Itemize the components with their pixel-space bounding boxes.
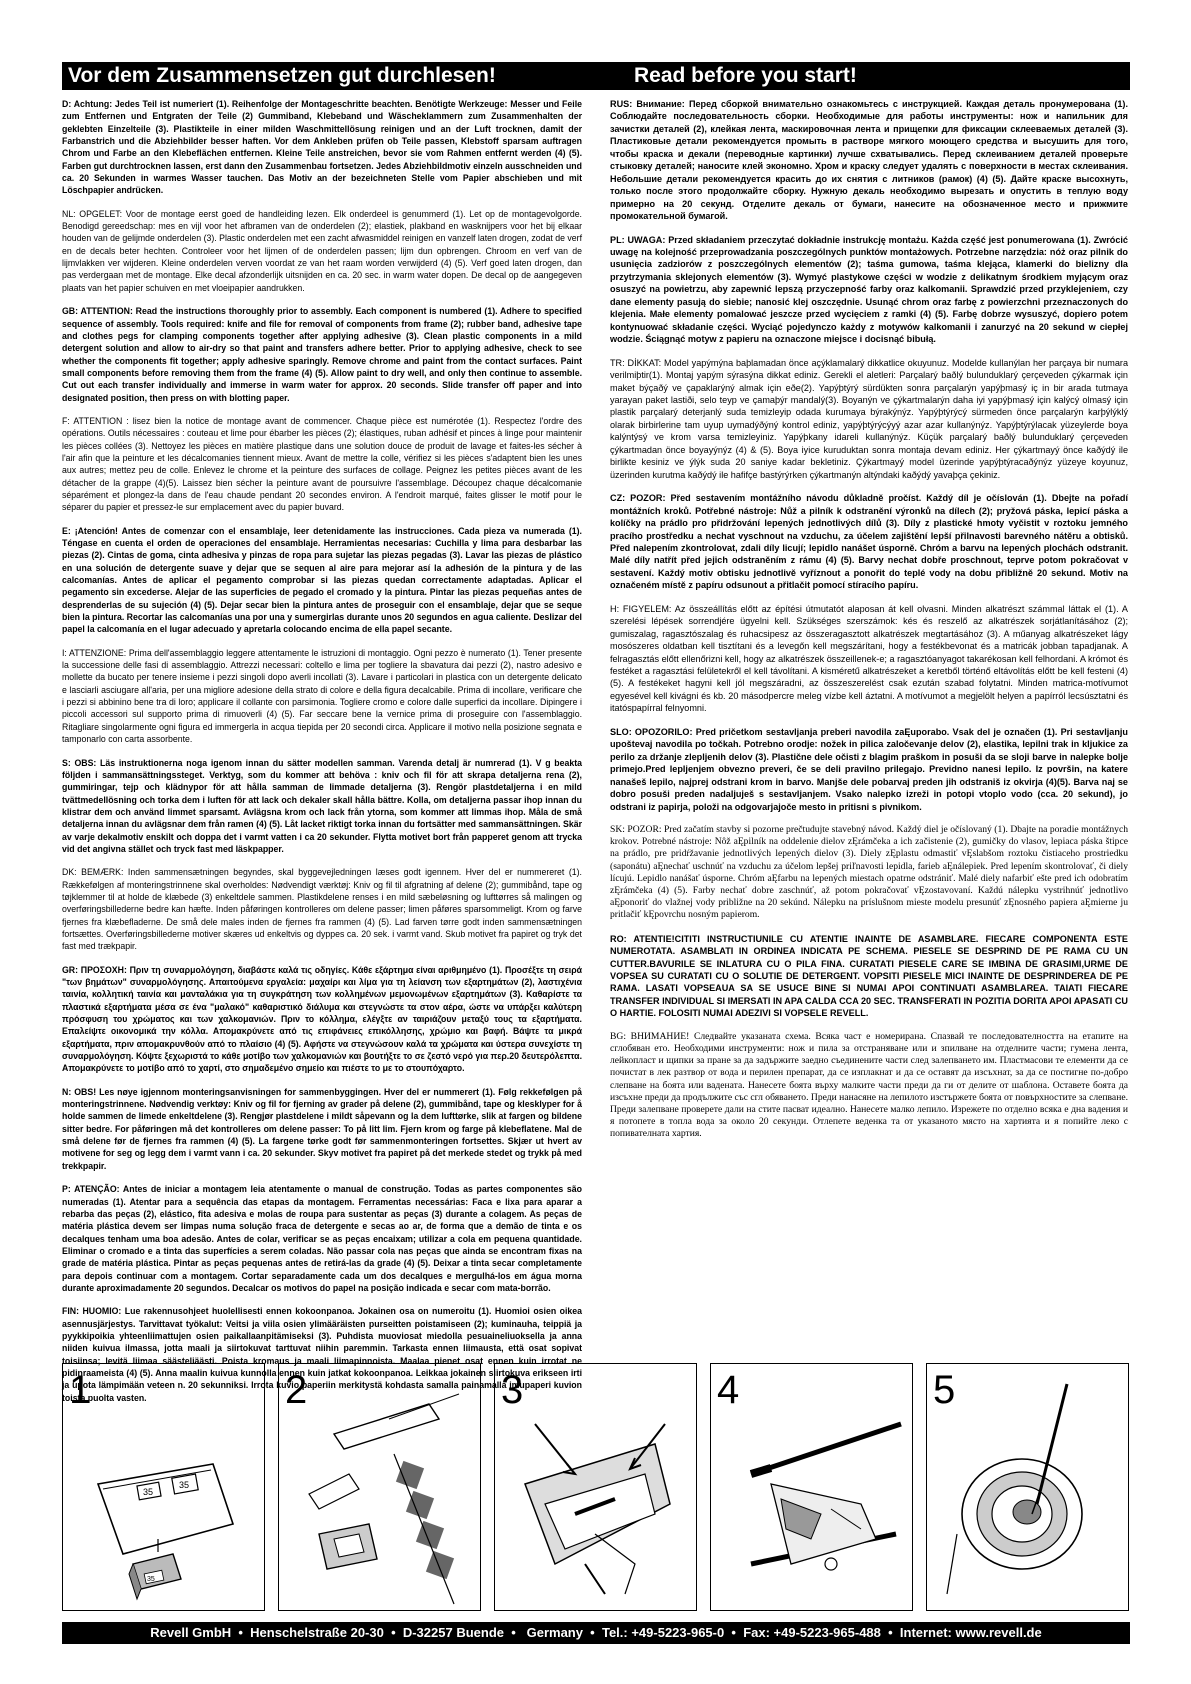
header-title-german: Vor dem Zusammensetzen gut durchlesen!: [68, 64, 496, 87]
instruction-paragraph: SLO: OPOZORILO: Pred pričetkom sestavljanja preberi navodila zaĘuporabo. Vsak del je označen (1). Pri sestavljanju upoštevaj navodila po točkah. Potrebno orodje: nožek in pilica zaločevanje delov (2), elastika, lepilni trak in kljukice za perilo za držanje zlepljenih delov (3). Plastične dele očisti z blagim praškom in posuši da se sloji barve in nalepke bolje primejo.Pred lepljenjem obvezno preveri, če se deli pravilno prilegajo. Previdno nanesi lepilo. Iz površin, na katere nanašeš lepilo, najprej odstrani krom in barvo. Manjše dele pobarvaj preden jih odstraniš iz okvirja (4)(5). Barva naj se dobro posuši preden nadaljuješ s sestavljanjem. Vsako nalepko izreži in potopi vtoplo vodo (cca. 20 sekund), jo odstrani iz papirja, položi na odgovarjajoče mesto in pritisni s pivnikom.: [610, 726, 1128, 812]
instruction-paragraph: S: OBS: Läs instruktionerna noga igenom innan du sätter modellen samman. Varenda detalj är numrerad (1). V g beakta följden i sammansättningssteget. Verktyg, som du kommer att behöva : kniv och fil för att skrapa detaljerna rena (2), gummiringar, tejp och klädnypor för att hålla samman de limmade detaljerna (3). Rengör plastdetaljerna i en mild tvättmedellösning och torka dem i luften för att lack och dekaler skall hålla bättre. Kolla, om detaljerna passar ihop innan du klistrar dem och använd limmet sparsamt. Avlägsna krom och lack från ytorna, som kommer att limmas ihop. Måla de små detaljerna innan du avlägsnar dem från ramen (4) (5). Låt lacket riktigt torka innan du fortsätter med sammansättningen. Skär av varje dekalmotiv enskilt och doppa det i varmt vatten i ca 20 sekunder. Flytta motivet bort från papperet genom att trycka vid det angivna stället och tryck fast med läskpapper.: [62, 757, 582, 854]
instruction-paragraph: TR: DİKKAT: Model yapýmýna baþlamadan önce açýklamalarý dikkatlice okuyunuz. Modelde kullanýlan her parçaya bir numara verilmiþtir(1). Montaj yapým sýrasýna dikkat ediniz. Gerekli el aletleri: Parçalarý baðlý bulunduklarý çerçeveden çýkarmak için maket býçaðý ve çapaklarýný almak için eðe(2). Yapýþtýrý sürdükten sonra parçalarýn yapýþmasý iç in bir arada tutmaya yarayan paket lastiði, selo teyp ve çamaþýr mandalý(3). Boyanýn ve çýkartmalarýn daha iyi yapýþmasý için kalýcý olmasý için plastik parçalarý deterjanlý suda temizleyip odada kurumaya býrakýnýz. Yapýþtýrýcý sürmeden önce parçalarýn karþýlýklý olarak birbirlerine tam uyup uymadýðýný kontrol ediniz, yapýþtýrýcýyý azar azar kullanýnýz. Yapýþtýrýlacak yüzeylerde boya kalýntýsý ve krom varsa temizleyiniz. Yapýþkany idareli kullanýnýz. Küçük parçalarý baðlý bulunduklarý çerçeveden çýkartmadan önce boyayýnýz (4) & (5). Boya iyice kuruduktan sonra montaja devam ediniz. Her çýkartmayý önce kaðýdý ile birlikte kesiniz ve ýlýk suda 20 saniye kadar bekletiniz. Çýkartmayý model üzerinde yapýþtýracaðýnýz yüzeye koyunuz, üzerinden kurutma kaðýdý ile hafifçe bastýrýrken çýkartmanýn altýndaki kaðýdý yavaþça çekiniz.: [610, 357, 1128, 480]
company-contact-info: Revell GmbH • Henschelstraße 20-30 • D-32257 Buende • Germany • Tel.: +49-5223-965-0 • Fax: +49-5223-965-488 • Internet: www.revell.de: [150, 1625, 1042, 1640]
illustration-step-4: [710, 1363, 913, 1611]
decal-application-drawing: [927, 1364, 1129, 1611]
clamped-parts-drawing: [495, 1364, 697, 1611]
knife-file-drawing: [279, 1364, 481, 1611]
illustration-step-2: [278, 1363, 481, 1611]
instruction-paragraph: GB: ATTENTION: Read the instructions thoroughly prior to assembly. Each component is numbered (1). Adhere to specified sequence of assembly. Tools required: knife and file for removal of components from frame (2); rubber band, adhesive tape and clothes pegs for clamping components together after applying adhesive (3). Clean plastic components in a mild detergent solution and allow to air-dry so that paint and transfers adhere better. Prior to applying adhesive, check to see whether the components fit together; apply adhesive sparingly. Remove chrome and paint from the contact surfaces. Paint small components before removing them from the frame (4) (5). Allow paint to dry well, and only then continue to assemble. Cut out each transfer individually and immerse in warm water for approx. 20 seconds. Slide transfer off paper and into designated position, then press on with blotting paper.: [62, 306, 582, 403]
left-column-instructions: [62, 98, 582, 1415]
assembly-illustrations: [62, 1363, 1130, 1613]
header-title-english: Read before you start!: [634, 64, 857, 87]
instruction-paragraph: NL: OPGELET: Voor de montage eerst goed de handleiding lezen. Elk onderdeel is genummerd (1). Let op de montagevolgorde. Benodigd gereedschap: mes en vijl voor het afbramen van de onderdelen (2); elastiek, plakband en wasknijpers voor het bij elkaar houden van de gelijmde onderdelen (3). Plastic onderdelen met een zacht afwasmiddel reinigen en vanzelf laten drogen, zodat de verf en de decals beter hechten. Controleer voor het lijmen of de onderdelen passen; lijm dun opbrengen. Chroom en verf van de lijmvlakken ver wijderen. Kleine onderdelen verven voordat ze van het raam worden verwijderd (4) (5). Verf goed laten drogen, dan pas verdergaan met de montage. Elke decal afzonderlijk uitsnijden en ca. 20 sec. in warm water dopen. De decal op de aangegeven plaats van het papier schuiven en met vloeipapier aandrukken.: [62, 208, 582, 293]
step-number: 3: [501, 1368, 524, 1412]
part-number-label: 35: [147, 1576, 155, 1583]
instruction-paragraph: D: Achtung: Jedes Teil ist numeriert (1). Reihenfolge der Montageschritte beachten. Benötigte Werkzeuge: Messer und Feile zum Entfernen und Entgraten der Teile (2) Gummiband, Klebeband und Wäscheklammern zum Zusammenhalten der geklebten Einzelteile (3). Plastikteile in einer milden Waschmittellösung reinigen und an der Luft trocknen, damit der Farbanstrich und die Abziehbilder besser haften. Vor dem Ankleben prüfen ob Teile passen, Klebstoff sparsam auftragen Chrom und Farbe an den Klebeflächen entfernen. Kleine Teile anstreichen, bevor sie vom Rahmen entfernt werden (4) (5). Farben gut durchtrocknen lassen, erst dann den Zusammenbau fortsetzen. Jedes Abziehbildmotiv einzeln ausschneiden und ca. 20 Sekunden in warmes Wasser tauchen. Das Motiv an der bezeichneten Stelle vom Papier abschieben und mit Löschpapier andrücken.: [62, 99, 582, 196]
step-number: 1: [69, 1368, 92, 1412]
header-bar: [62, 62, 1130, 90]
instruction-paragraph: I: ATTENZIONE: Prima dell'assemblaggio leggere attentamente le istruzioni di montaggio. Ogni pezzo è numerato (1). Tener presente la successione delle fasi di assemblaggio. Attrezzi necessari: coltello e lima per togliere la sbavatura dai pezzi (2), nastro adesivo e mollette da bucato per tenere insieme i pezzi singoli dopo averli incollati (3). Lavare i particolari in plastica con un detergente delicato e lasciarli asciugare all'aria, per una migliore adesione della strato di colore e della figura decalcabile. Prima di incollare, verificare che i pezzi si abbinino bene tra di loro; applicare il collante con parsimonia. Togliere cromo e colore dalle superfici da incollare. Dipingere i piccoli accessori sul supporto prima di rimuoverli (4) (5). Far seccare bene la vernice prima di proseguire con l'assemblaggio. Ritagliare singolarmente ogni figura ed immergerla in acqua tiepida per 20 secondi circa. Applicare il motivo nella posizione segnata e tamponarlo con carta assorbente.: [62, 647, 582, 745]
instruction-paragraph: P: ATENÇÃO: Antes de iniciar a montagem leia atentamente o manual de construção. Todas as partes componentes são numeradas (1). Atentar para a sequência das etapas da montagem. Ferramentas necessárias: Faca e lixa para aparar a rebarba das peças (2), elástico, fita adesiva e molas de roupa para sustentar as peças (3) durante a colagem. As peças de matéria plástica devem ser limpas numa solução fraca de detergente e secas ao ar, de forma que a demão de tinta e os decalques tenham uma boa adesão. Antes de colar, verificar se as peças encaixam; utilizar a cola em pequena quantidade. Eliminar o cromado e a tinta das superfícies a serem coladas. Não passar cola nas peças que ainda se encontram fixas na grade de matéria plástica. Pintar as peças pequenas antes de retirá-las da grade (4) (5). Deixar a tinta secar completamente para depois continuar com a montagem. Cortar separadamente cada um dos decalques e mergulhá-los em água morna durante aproximadamente 20 segundos. Decalcar os motivos do papel na posição indicada e secar com mata-borrão.: [62, 1184, 582, 1293]
step-number: 4: [717, 1368, 740, 1412]
footer-bar: [62, 1622, 1130, 1644]
instruction-paragraph: H: FIGYELEM: Az összeállítás előtt az építési útmutatót alaposan át kell olvasni. Minden alkatrészt számmal láttak el (1). A szerelési lépések sorrendjére ügyelni kell. Szükséges szerszámok: kés és reszelő az alkatrészek sorjátlanításához (2); gumiszalag, ragasztószalag és ruhacsipesz az összeragasztott alkatrészek megtartásához (3). A műanyag alkatrészeket lágy mosószeres oldatban kell tisztítani és a levegőn kell megszárítani, hogy a festékbevonat és a matricák jobban tapadjanak. A felragasztás előtt ellenőrizni kell, hogy az alkatrészek összeillenek-e; a ragasztóanyagot takarékosan kell felhordani. A krómot és festéket a ragasztási felületekről el kell távolítani. A kisméretű alkatrészeket a keretből történő eltávolítás előtt be kell festeni (4) (5). A festékeket hagyni kell jól megszáradni, az összeszerelést csak ezután szabad folytatni. Minden matrica-motívumot egyesével kell kivágni és kb. 20 másodpercre meleg vízbe kell áztatni. A motívumot a megjelölt helyen a papírról lecsúsztatni és itatóspapírral felnyomni.: [610, 603, 1128, 714]
instruction-paragraph: FIN: HUOMIO: Lue rakennusohjeet huolellisesti ennen kokoonpanoa. Jokainen osa on numeroitu (1). Huomioi osien oikea asennusjärjestys. Tarvittavat työkalut: Veitsi ja viila osien ylimääräisten purseitten poistamiseen (2); kuminauha, teippiä ja pyykkipoikia yhteenliimattujen osien paikallaanpitämiseksi (3). Puhdista muoviosat miedolla pesuaineliuoksella ja anna niiden kuivua ilmassa, jotta maali ja siirtokuvat tarttuvat niihin paremmin. Tarkasta ennen liimausta, että osat sopivat toisiinsa; levitä liimaa säästeliäästi. Poista kromaus ja maali liimapinnoista. Maalaa pienet osat ennen kuin irrotat ne pidinraameista (4) (5). Anna maalin kuivua kunnolla ennen kuin jatkat kokoonpanoa. Leikkaa jokainen siirtokuva erikseen irti ja upota lämpimään veteen n. 20 sekunniksi. Irrota kuvio paperiin merkitystä kohdasta samalla painamalla imupaperi kuvion toista puolta vasten.: [62, 1306, 582, 1403]
illustration-step-3: [494, 1363, 697, 1611]
instruction-paragraph: CZ: POZOR: Před sestavením montážního návodu důkladně pročíst. Každý díl je očíslován (1). Dbejte na pořadí montážních kroků. Potřebné nástroje: Nůž a pilník k odstranění výronků na dílech (2); pryžová páska, lepicí páska a kolíčky na prádlo pro přidržování lepených jednotlivých dílů (3). Díly z plastické hmoty vyčistit v roztoku jemného pracího prostředku a nechat vyschnout na vzduchu, za účelem zajištění lepší přilnavosti barevného nátěru a obtisků. Před nalepením zkontrolovat, zdali díly licují; lepidlo nanášet úsporně. Chróm a barvu na lepených plochách odstranit. Malé díly natřít před jejich odstraněním z rámu (4) (5). Barvy nechat dobře proschnout, teprve potom pokračovat v sestavení. Každý motiv obtisku jednotlivě vyříznout a ponořit do teplé vody na dobu přibližně 20 sekund. Motiv na označeném místě z papíru odsunout a přitlačit pomocí stíracího papíru.: [610, 493, 1128, 591]
instruction-paragraph: N: OBS! Les nøye igjennom monteringsanvisningen for sammenbyggingen. Hver del er nummerert (1). Følg rekkefølgen på monteringstrinnene. Nødvendig verktøy: Kniv og fil for fjerning av grader på delene (2), gummibånd, tape og klesklyper for å holde sammen de limede enkeltdelene (3). Rengjør plastdelene i mildt såpevann og la dem lufttørke, slik at fargen og bildene sitter bedre. For påføringen må det kontrolleres om delene passer: To på litt lim. Fjern krom og farge på klebeflatene. Mal de små delene før de fjernes fra rammen (4) (5). La fargene tørke godt før sammenmonteringen fortsettes. Skjær ut hvert av motivene for seg og legg dem i varmt vann i ca. 20 sekunder. Skyv motivet fra papiret på det merkede stedet og trykk på med trekkpapir.: [62, 1086, 582, 1171]
step-number: 5: [933, 1368, 956, 1412]
illustration-step-1: [62, 1363, 265, 1611]
instruction-paragraph: RO: ATENTIE!CITITI INSTRUCTIUNILE CU ATENTIE INAINTE DE ASAMBLARE. FIECARE COMPONENTA ESTE NUMEROTATA. ASAMBLATI IN ORDINEA INDICATA PE SCHEMA. PIESELE SE DESPRIND DE PE RAMA CU UN CUTTER.BAVURILE SE INLATURA CU O PILA FINA. CURATATI PIESELE CARE SE IMBINA DE GRASIMI,URME DE VOPSEA SU CURATATI CU O SOLUTIE DE DETERGENT. VOPSITI PIESELE MICI INAINTE DE DESPRINDEREA DE PE RAMA. LASATI VOPSEAUA SA SE USUCE BINE SI NUMAI APOI CONTINUATI ASAMBLAREA. TAIATI FIECARE TRANSFER INDIVIDUAL SI IMERSATI IN APA CALDA CCA 20 SEC. TRANSFERATI IN POZITIA DORITA APOI APASATI CU O HARTIE. FOLOSITI NUMAI ADEZIVI SI VOPSELE REVELL.: [610, 933, 1128, 1019]
instruction-paragraph: GR: ΠΡΟΣΟΧΗ: Πριν τη συναρμολόγηση, διαβάστε καλά τις οδηγίες. Κάθε εξάρτημα είναι αριθμημένο (1). Προσέξτε τη σειρά "των βημάτων" συναρμολόγησης. Απαιτούμενα εργαλεία: μαχαίρι και λίμα για τη λείανση των εξαρτημάτων (2), λαστιχένια ταινία, κολλητική ταινία και μανταλάκια για τη συγκράτηση των κολλημένων μεμονωμένων εξαρτημάτων (3). Καθαρίστε τα πλαστικά εξαρτήματα μέσα σε ένα "μαλακό" καθαριστικό διάλυμα και στεγνώστε τα στον αέρα, ώστε να υπάρξει καλύτερη πρόσφυση του χρώματος και των χαλκομανιών. Πριν το κόλλημα, ελέγξτε αν ταιριάζουν μεταξύ τους τα εξαρτήματα. Επαλείψτε οικονομικά την κόλλα. Απομακρύνετε από τις επιφάνειες επικόλλησης, χρώμιο και βαφή. Βάψτε τα μικρά εξαρτήματα, πριν απομακρυνθούν από το πλαίσιο (4) (5). Αφήστε να στεγνώσουν καλά τα χρώματα και ύστερα συνεχίστε τη συναρμολόγηση. Κόψτε ξεχωριστά το κάθε μοτίβο των χαλκομανιών και βουτήξτε το σε ζεστό νερό για περ.20 δευτερόλεπτα. Απομακρύνετε το μοτίβο από το χαρτί, στο σημαδεμένο σημείο και πιέστε το με το στουπόχαρτο.: [62, 964, 582, 1074]
part-number-label: 35: [179, 1480, 190, 1490]
step-number: 2: [285, 1368, 308, 1412]
right-column-instructions: [610, 98, 1128, 1152]
numbered-parts-drawing: [63, 1364, 265, 1611]
instruction-paragraph: BG: ВНИМАНИЕ! Следвайте указаната схема. Всяка част е номерирана. Спазвай те последователността на етапите на сглобяван ето. Необходими инструменти: нож и пила за отстраняване или и зпилване на отделните части; гумена лента, лейкопласт и щипки за пране за да задържите заедно съединените части след залепването им. Пластмасови те елементи да се почистат в лек разтвор от вода и перилен препарат, да се изплакнат и да се оставят да изсъхнат, за да се постигне по-добро слепване на боята или вадената. Нанесете боята върху малките части преди да ги от делите от шаблона. Оставете боята да изсъхне преди да продължите със сгл обяването. Преди нанасяне на лепилото изстържете боята от повърхностите за слепване. Преди залепване проверете дали на стите пасват идеално. Нанесете малко лепило. Изрежете по отделно всяка е дна вадения и я потопете в топла вода за около 20 секунди. Отлепете веденка та от указаното място на хартията и я попийте леко с попивателната хартия.: [610, 1030, 1128, 1140]
instruction-paragraph: SK: POZOR: Pred začatím stavby si pozorne prečtudujte stavebný návod. Každý diel je očíslovaný (1). Dbajte na poradie montážnych krokov. Potrebné nástroje: Nôž aĘpilník na oddelenie dielov zĘrámčeka a ich začistenie (2), gumičky do vlasov, lepiaca páska štipce na prádlo, pre pridŕžavanie jednotlivých lepených dielov (3). Diely zĘplastu odmastiť vĘslabšom roztoku čistiaceho prostriedku (saponátu) aĘnechať uschnúť na vzduchu za účelom lepšej priľnavosti lepidla, farieb aĘnálepiek. Pred lepením skontrolovať, či diely lícujú. Lepidlo nanášať úsporne. Chróm aĘfarbu na lepených miestach opatrne odstrániť. Malé diely nafarbiť ešte pred ich odobratím zĘrámčeka (4) (5). Farby nechať dobre zaschnúť, až potom pokračovať vĘzostavovaní. Každú nálepku vystrihnúť jednotlivo aĘponoriť do vlažnej vody približne na 20 sekúnd. Nálepku na príslušnom mieste modelu presunúť zĘnosného papiera aĘmierne ju pritlačiť kĘpovrchu nosným papierom.: [610, 824, 1128, 921]
part-number-label: 35: [143, 1487, 154, 1497]
instruction-paragraph: DK: BEMÆRK: Inden sammensætningen begyndes, skal byggevejledningen læses godt igennem. Hver del er nummereret (1). Rækkefølgen af monteringstrinnene skal overholdes: Nødvendigt værktøj: Kniv og fil til afgratning af delene (2); gummibånd, tape og tøjklemmer til at holde de klæbede (3) enkeltdele sammen. Plastikdelene renses i en mild sæbeløsning og lufttørres så malingen og overføringsbillederne bedre kan hæfte. Inden påføringen kontrolleres om delene passer; limen påføres sparsommeligt. Krom og farve fjernes fra klæbefladerne. De små dele males inden de fjernes fra rammen (4) (5). Lad farven tørre godt inden sammensætningen fortsættes. Overføringsbillederne motiver skæres ud enkeltvis og dyppes ca. 20 sek. i varmt vand. Skub motivet fra papiret og tryk det fast med trækpapir.: [62, 867, 582, 952]
painting-parts-drawing: [711, 1364, 913, 1611]
instruction-paragraph: E: ¡Atención! Antes de comenzar con el ensamblaje, leer detenidamente las instrucciones. Cada pieza va numerada (1). Téngase en cuenta el orden de operaciones del ensamblaje. Herramientas necesarias: Cuchilla y lima para desbarbar las piezas (2). Cintas de goma, cinta adhesiva y pinzas de ropa para sujetar las piezas pegadas (3). Lavar las piezas de plástico en una solución de detergente suave y dejar que se sequen al aire para mejorar así la adhesión de la pintura y de las calcomanías. Antes de aplicar el pegamento comprobar si las piezas quedan correctamente adaptadas. Aplicar el pegamento sin excederse. Alejar de las superficies de pegado el cromado y la pintura. Pintar las piezas pequeñas antes de desprenderlas de su sujeción (4) (5). Dejar secar bien la pintura antes de proseguir con el ensamblaje, dejar que se seque bien la pintura. Recortar las calcomanías una por una y sumergirlas durante unos 20 segundos en agua caliente. Deslizar del papel la calcomanía en el lugar adecuado y apretarla colocando encima de ella papel secante.: [62, 525, 582, 635]
instruction-paragraph: F: ATTENTION : lisez bien la notice de montage avant de commencer. Chaque pièce est numérotée (1). Respectez l'ordre des opérations. Outils nécessaires : couteau et lime pour ébarber les pièces (2); élastiques, ruban adhésif et pinces à linge pour maintenir les pièces collées (3). Nettoyez les pièces en matière plastique dans une solution douce de produit de lavage et faites-les sécher à l'air afin que la peinture et les décalcomanies tiennent mieux. Avant de mettre la colle, vérifiez si les pièces s'adaptent bien les unes aux autres; mettez peu de colle. Enlevez le chrome et la peinture des surfaces de collage. Peignez les petites pièces avant de les détacher de la grappe (4)(5). Laissez bien sécher la peinture avant de poursuivre l'assemblage. Découpez chaque décalcomanie séparément et plongez-la dans de l'eau chaude pendant 20 secondes environ. A l'endroit marqué, faites glisser le motif pour le séparer du papier et pressez-le sur emplacement avec du papier buvard.: [62, 415, 582, 513]
illustration-step-5: [926, 1363, 1129, 1611]
instruction-paragraph: PL: UWAGA: Przed składaniem przeczytać dokładnie instrukcję montażu. Każda część jest ponumerowana (1). Zwrócić uwagę na kolejność przeprowadzania poszczególnych punktów montażowych. Potrzebne narzędzia: nóż oraz pilnik do usunięcia zadziorów z poszczególnych elementów (2); taśma gumowa, taśma klejąca, klamerki do bielizny dla przytrzymania sklejonych elementów (3). Wymyć plastykowe części w wodzie z delikatnym środkiem myjącym oraz osuszyć na powietrzu, aby zapewnić lepszą przyczepność farby oraz kalkomanii. Sprawdzić przed przyklejeniem, czy dane elementy pasują do siebie; nanosić klej oszczędnie. Usunąć chrom oraz farbę z powierzchni przeznaczonych do klejenia. Małe elementy pomalować jeszcze przed wycięciem z ramki (4) (5). Farbę dobrze wysuszyć, dopiero potem kontynuować składanie części. Wyciąć pojedynczo każdy z motywów kalkomanii i zanurzyć na 20 sekund w ciepłej wodzie. Ściągnąć motyw z papieru na oznaczone miejsce i docisnąć bibułą.: [610, 234, 1128, 345]
instruction-paragraph: RUS: Внимание: Перед сборкой внимательно ознакомьтесь с инструкцией. Каждая деталь пронумерована (1). Соблюдайте последовательность сборки. Необходимые для работы инструменты: нож и напильник для зачистки деталей (2), клейкая лента, маскировочная лента и прищепки для фиксации склееваемых деталей (3). Пластиковые детали рекомендуется промыть в растворе мягкого моющего средства и высушить для того, чтобы краска и декали (переводные картинки) лучше схватывались. Перед склеиванием деталей проверьте стыковку деталей; наносите клей экономно. Хром и краску следует удалять с поверхности в местах склеивания. Небольшие детали рекомендуется красить до их снятия с литников (рамок) (4) (5). Дайте краске высохнуть, только после этого продолжайте сборку. Нужную декаль необходимо вырезать и опустить в теплую воду примерно на 20 секунд. Отделите декаль от бумаги, нанесите на обозначенное место и прижмите промокательной бумагой.: [610, 99, 1128, 222]
